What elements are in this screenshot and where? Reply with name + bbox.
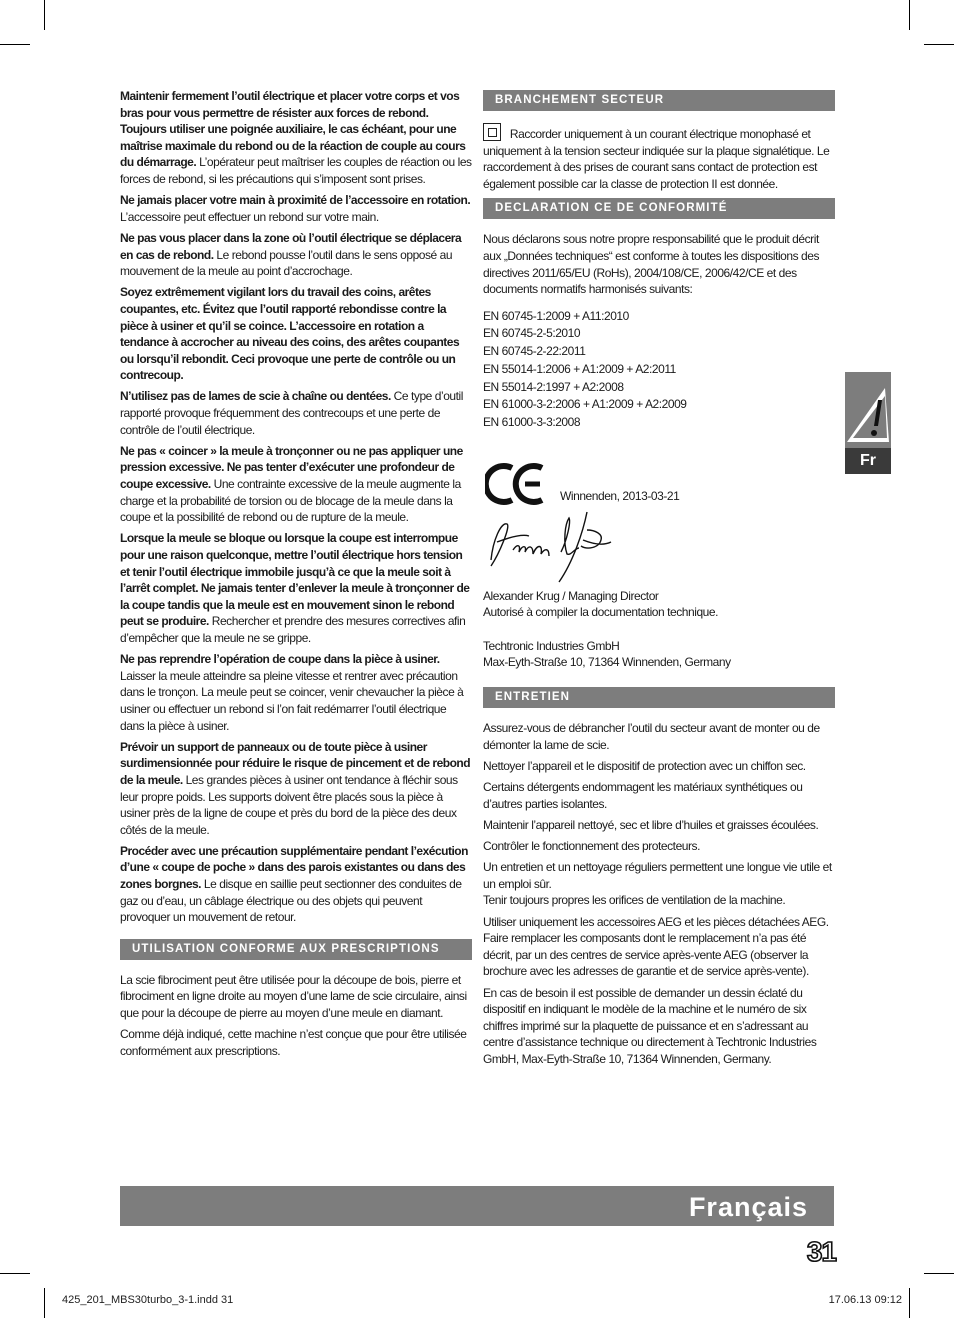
left-column bbox=[120, 88, 472, 1064]
safety-heading: Procéder avec une précaution supplémentaire pendant l’exécution d’une « coupe de poche » dans des parois existantes ou dans des zones borgnes. bbox=[120, 843, 468, 892]
norm-item: EN 60745-2-5:2010 bbox=[483, 326, 581, 341]
maintenance-paragraph: Utiliser uniquement les accessoires AEG et les pièces détachées AEG. Faire remplacer les composants dont le remplacement n’a pas été décrit, par un des centres de service après-vente AEG (observer la brochure avec les adresses de garantie et de service après-vente). bbox=[483, 914, 829, 979]
section-heading-usage: UTILISATION CONFORME AUX PRESCRIPTIONS bbox=[120, 939, 472, 960]
safety-text: Le disque en saillie peut sectionner des conduites de gaz ou d’eau, un câblage électrique ou des objets qui peuvent provoquer un mouvement de retour. bbox=[120, 877, 462, 925]
signatory-name: Alexander Krug / Managing Director bbox=[483, 588, 659, 603]
signature bbox=[483, 510, 835, 588]
norm-item: EN 61000-3-3:2008 bbox=[483, 414, 581, 429]
safety-heading: Ne pas vous placer dans la zone où l’outil électrique se déplacera en cas de rebond. bbox=[120, 230, 462, 262]
mains-paragraph bbox=[483, 123, 835, 192]
section-heading-mains: BRANCHEMENT SECTEUR bbox=[483, 90, 835, 111]
safety-text: L’opérateur peut maîtriser les couples de réaction ou les forces de rebond, si les précautions qui s’imposent sont prises. bbox=[120, 155, 472, 186]
right-column bbox=[483, 88, 835, 1072]
safety-paragraph bbox=[120, 388, 472, 438]
place-date: Winnenden, 2013-03-21 bbox=[560, 488, 680, 503]
norm-item: EN 61000-3-2:2006 + A1:2009 + A2:2009 bbox=[483, 397, 687, 412]
crop-mark bbox=[924, 44, 954, 45]
maintenance-text: Un entretien et un nettoyage réguliers permettent une longue vie utile et un emploi sûr. bbox=[483, 860, 832, 891]
safety-paragraph bbox=[120, 843, 472, 926]
maintenance-paragraph: En cas de besoin il est possible de demander un dessin éclaté du dispositif en indiquant le modèle de la machine et le numéro de six chiffres imprimé sur la plaquette de puissance et en s’adressant au centre d’assistance technique ou directement à Techtronic Industries GmbH, Max-Eyth-Straße 10, 71364 Winnenden, Germany. bbox=[483, 985, 817, 1066]
crop-mark bbox=[909, 0, 910, 30]
language-label: Français bbox=[688, 1192, 808, 1222]
safety-paragraph bbox=[120, 443, 472, 526]
norm-item: EN 55014-1:2006 + A1:2009 + A2:2011 bbox=[483, 361, 676, 376]
safety-text: L’accessoire peut effectuer un rebond sur votre main. bbox=[120, 209, 379, 224]
safety-heading: Ne jamais placer votre main à proximité de l’accessoire en rotation. bbox=[120, 193, 471, 208]
warning-icon bbox=[845, 372, 891, 448]
page-number: 31 bbox=[806, 1236, 836, 1267]
safety-text: Ce type d’outil rapporté provoque fréquemment des contrecoups et une perte de contrôle de l’outil électrique. bbox=[120, 389, 463, 437]
slug-file: 425_201_MBS30turbo_3-1.indd 31 bbox=[62, 1294, 234, 1306]
maintenance-text: Tenir toujours propres les orifices de ventilation de la machine. bbox=[483, 893, 786, 908]
safety-heading: Ne pas reprendre l’opération de coupe dans la pièce à usiner. bbox=[120, 652, 440, 667]
safety-heading: Prévoir un support de panneaux ou de toute pièce à usiner surdimensionnée pour réduire le risque de pincement et de rebond de la meule. bbox=[120, 739, 471, 787]
usage-paragraph: Comme déjà indiqué, cette machine n’est conçue que pour être utilisée conformément aux prescriptions. bbox=[120, 1027, 467, 1058]
company-address: Max-Eyth-Straße 10, 71364 Winnenden, Germany bbox=[483, 655, 731, 670]
norm-item: EN 60745-2-22:2011 bbox=[483, 344, 586, 359]
maintenance-paragraph: Certains détergents endommagent les matériaux synthétiques ou d’autres parties isolantes. bbox=[483, 780, 803, 811]
norm-item: EN 55014-2:1997 + A2:2008 bbox=[483, 379, 624, 394]
safety-heading: N’utilisez pas de lames de scie à chaîne ou dentées. bbox=[120, 389, 391, 404]
safety-paragraph bbox=[120, 739, 472, 839]
safety-heading: Maintenir fermement l’outil électrique et placer votre corps et vos bras pour vous permettre de résister aux forces de rebond. Toujours utiliser une poignée auxiliaire, le cas échéant, pour une maîtrise maximale du rebond ou de la réaction de couple au cours du démarrage. bbox=[120, 89, 466, 170]
safety-heading: Soyez extrêmement vigilant lors du travail des coins, arêtes coupantes, etc. Évitez que l’outil rapporté rebondisse contre la pièce à usiner et qu’il se coince. L’accessoire en rotation a tendance à accrocher au niveau des coins, des arêtes coupantes ou lorsqu’il rebondit. Ceci provoque une perte de contrôle ou un contrecoup. bbox=[120, 285, 460, 383]
crop-mark bbox=[0, 1273, 30, 1274]
maintenance-paragraph bbox=[483, 859, 835, 909]
maintenance-paragraph: Nettoyer l’appareil et le dispositif de protection avec un chiffon sec. bbox=[483, 758, 806, 773]
class-ii-icon bbox=[483, 123, 501, 141]
safety-text: Une contrainte excessive de la meule augmente la charge et la probabilité de torsion ou de blocage de la meule dans la coupe et la possibilité de rebond ou de rupture de la meule. bbox=[120, 477, 461, 525]
section-heading-maintenance: ENTRETIEN bbox=[483, 687, 835, 708]
maintenance-paragraph: Contrôler le fonctionnement des protecteurs. bbox=[483, 838, 700, 853]
section-heading-ce: DECLARATION CE DE CONFORMITÉ bbox=[483, 198, 835, 219]
language-bar bbox=[120, 1186, 834, 1226]
ce-paragraph: Nous déclarons sous notre propre responsabilité que le produit décrit aux „Données techniques“ est conforme à toutes les dispositions des directives 2011/65/EU (RoHs), 2004/108/CE, 2006/42/CE et des documents normatifs harmonisés suivants: bbox=[483, 232, 820, 297]
crop-mark bbox=[0, 44, 30, 45]
slug-date: 17.06.13 09:12 bbox=[828, 1294, 902, 1306]
warning-panel bbox=[845, 372, 891, 448]
safety-paragraph bbox=[120, 230, 472, 280]
safety-text: Rechercher et prendre des mesures correctives afin d’empêcher que la meule ne se grippe. bbox=[120, 614, 466, 645]
company-name: Techtronic Industries GmbH bbox=[483, 638, 620, 653]
safety-text: Laisser la meule atteindre sa pleine vitesse et rentrer avec précaution dans le tronçon. La meule peut se coincer, venir chevaucher la pièce à usiner ou effectuer un rebond si l’on fait redémarrer l’outil électrique dans la pièce à usiner. bbox=[120, 668, 464, 733]
maintenance-paragraph: Maintenir l’appareil nettoyé, sec et libre d’huiles et graisses écoulées. bbox=[483, 817, 819, 832]
safety-paragraph bbox=[120, 651, 472, 734]
safety-paragraph bbox=[120, 88, 472, 188]
crop-mark bbox=[924, 1273, 954, 1274]
safety-paragraph bbox=[120, 530, 472, 646]
safety-text: Le rebond pousse l’outil dans le sens opposé au mouvement de la meule au point d’accrochage. bbox=[120, 247, 453, 279]
safety-paragraph bbox=[120, 284, 472, 384]
mains-text: Raccorder uniquement à un courant électrique monophasé et uniquement à la tension secteur indiquée sur la plaque signalétique. Le raccordement à des prises de courant sans contact de protection est également possible car la classe de protection II est donnée. bbox=[483, 127, 830, 191]
safety-heading: Lorsque la meule se bloque ou lorsque la coupe est interrompue pour une raison quelconque, mettre l’outil électrique hors tension et tenir l’outil électrique immobile jusqu’à ce que la meule soit à l’arrêt complet. Ne jamais tenter d’enlever la meule à tronçonner de la coupe tandis que la meule est en mouvement sinon le rebond peut se produire. bbox=[120, 531, 470, 629]
safety-text: Les grandes pièces à usiner ont tendance à fléchir sous leur propre poids. Les supports doivent être placés sous la pièce à usiner près de la ligne de coupe et près du bord de la pièce des deux côtés de la meule. bbox=[120, 772, 458, 837]
ce-declaration-row bbox=[483, 456, 835, 510]
maintenance-paragraph: Assurez-vous de débrancher l’outil du secteur avant de monter ou de démonter la lame de scie. bbox=[483, 721, 820, 752]
safety-heading: Ne pas « coincer » la meule à tronçonner ou ne pas appliquer une pression excessive. Ne pas tenter d’exécuter une profondeur de coupe excessive. bbox=[120, 443, 463, 492]
crop-mark bbox=[909, 1288, 910, 1318]
crop-mark bbox=[44, 0, 45, 30]
authorised-text: Autorisé à compiler la documentation technique. bbox=[483, 605, 718, 620]
signature-image bbox=[483, 510, 643, 588]
norms-list bbox=[483, 308, 835, 432]
norm-item: EN 60745-1:2009 + A11:2010 bbox=[483, 308, 629, 323]
usage-paragraph: La scie fibrociment peut être utilisée pour la découpe de bois, pierre et fibrociment en ligne droite au moyen d’une lame de scie circulaire, ainsi que pour la découpe de pierre au moyen d’une meule en diamant. bbox=[120, 972, 467, 1021]
language-code: Fr bbox=[845, 448, 891, 474]
ce-mark-icon bbox=[485, 460, 547, 508]
safety-paragraph bbox=[120, 192, 472, 225]
language-side-tab bbox=[845, 372, 891, 474]
crop-mark bbox=[44, 1288, 45, 1318]
